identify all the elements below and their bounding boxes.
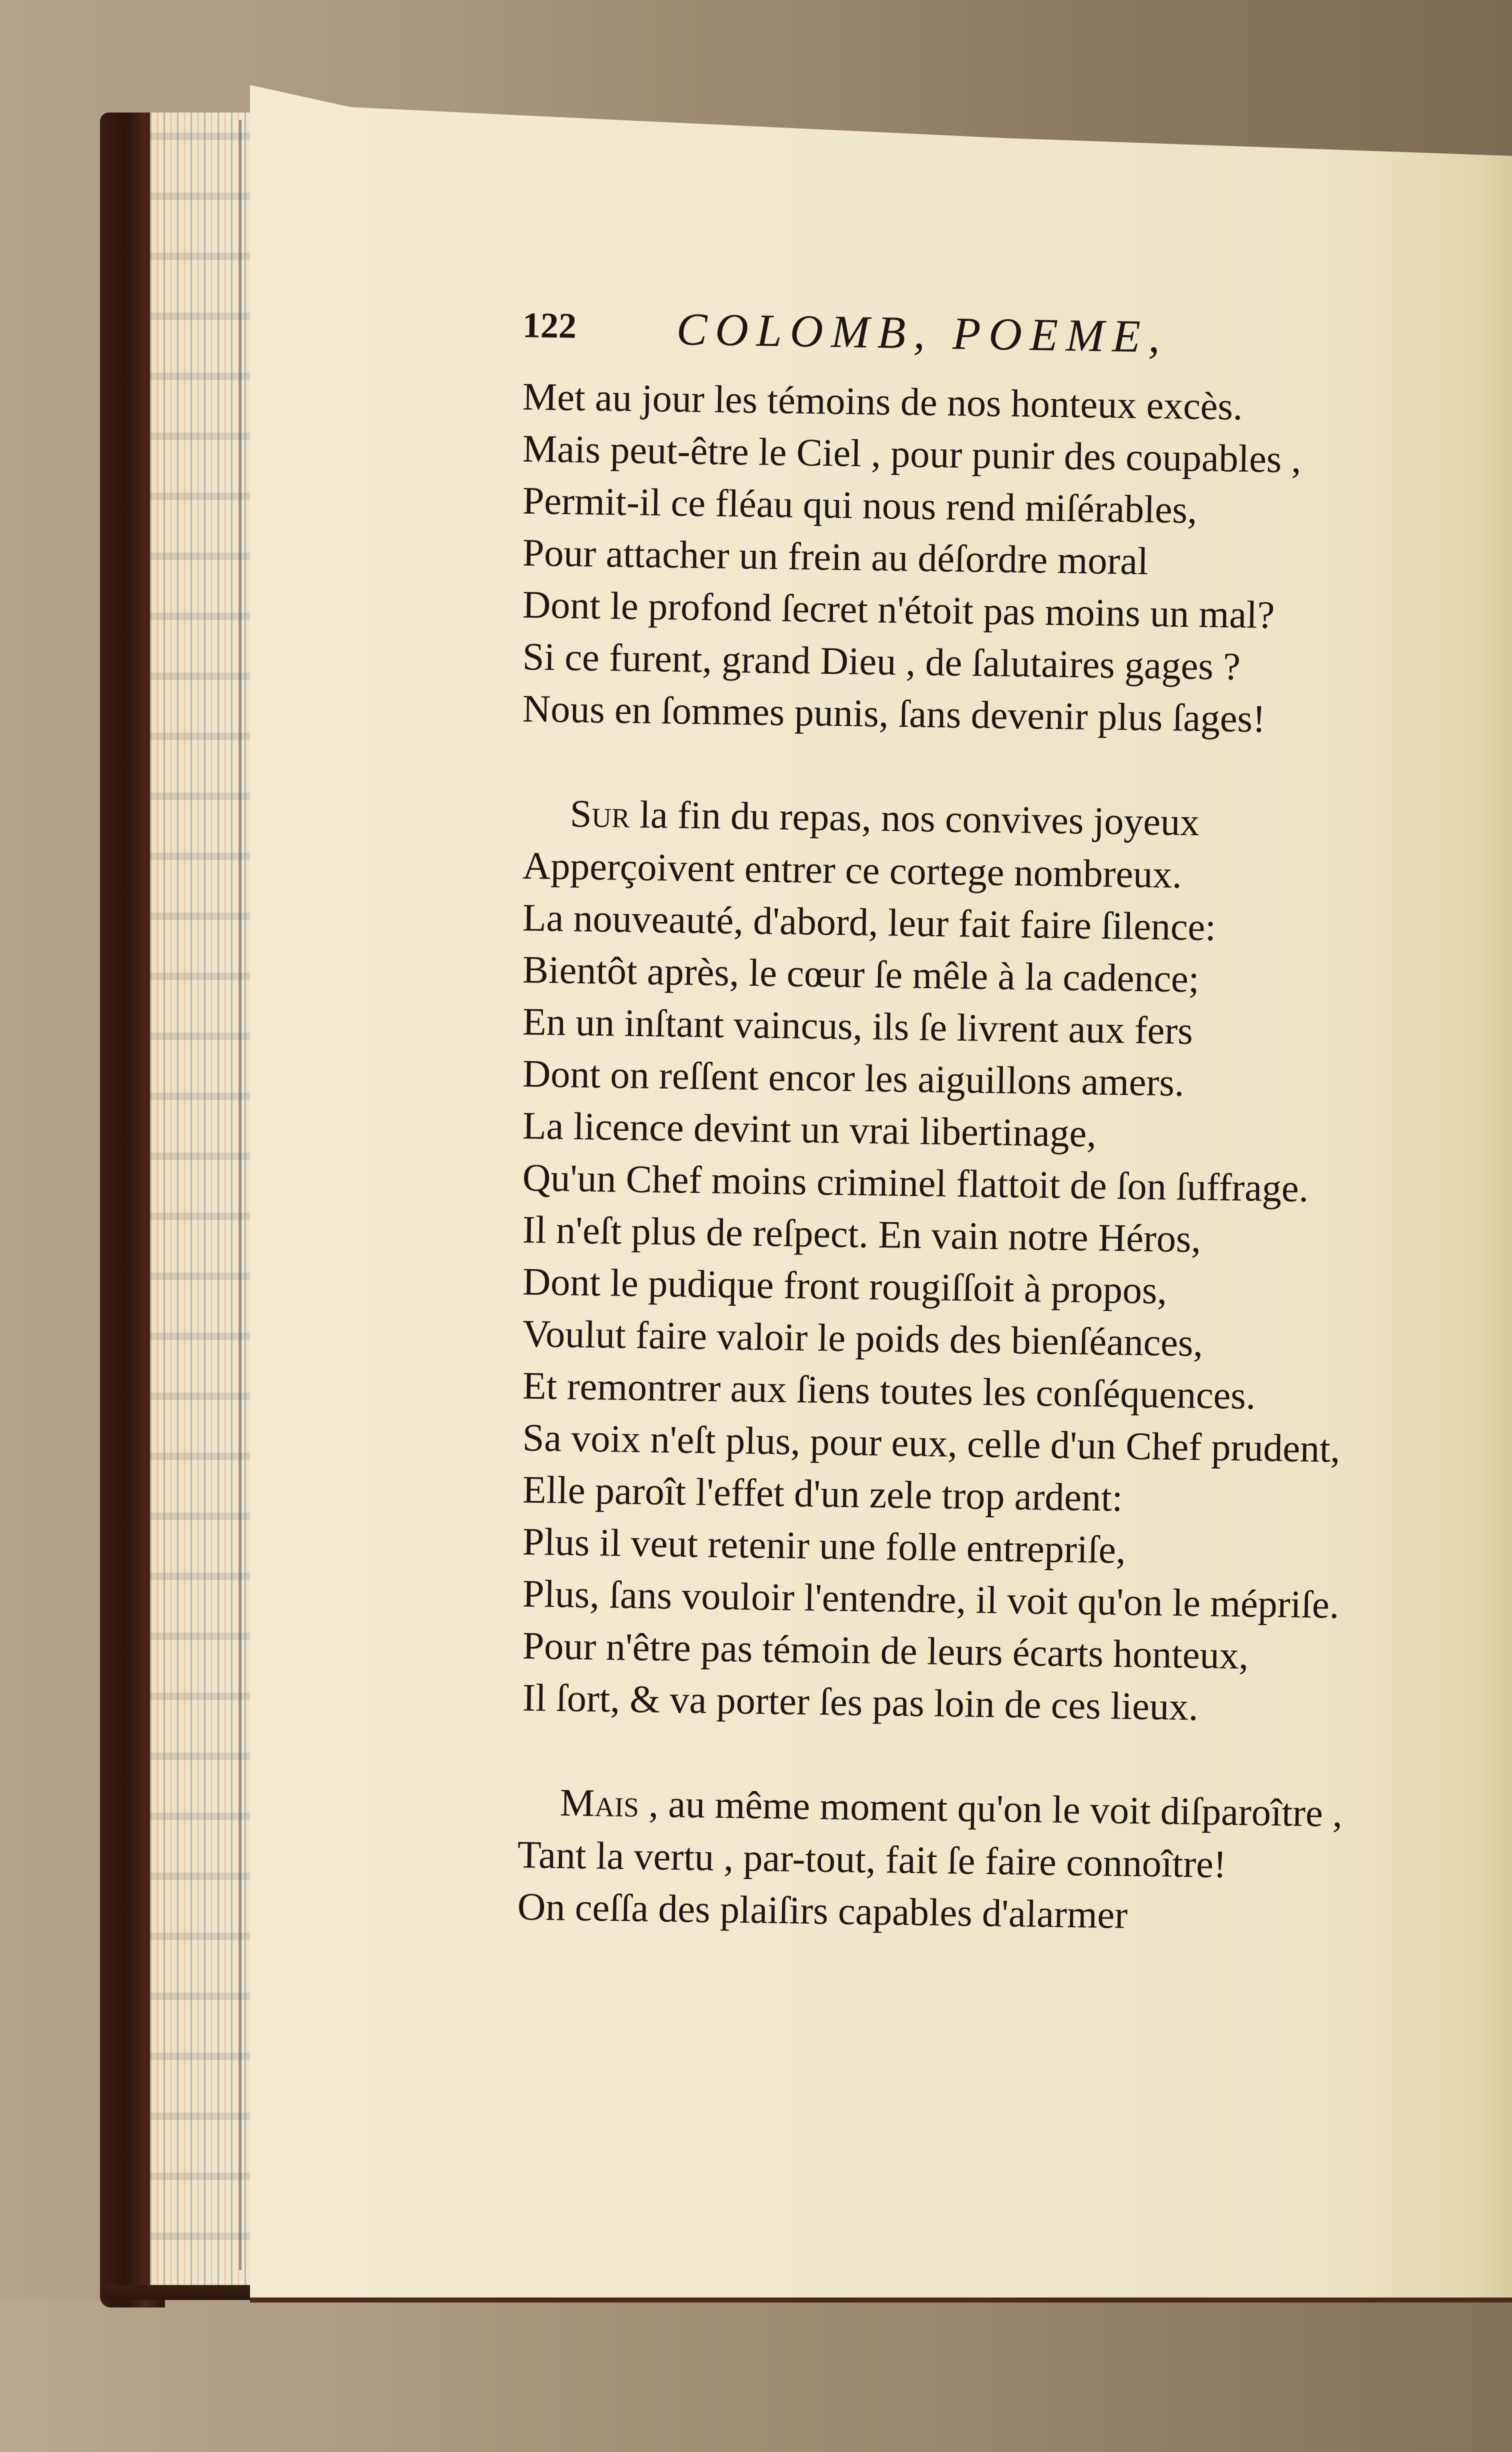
verse-line: Permit-il ce fléau qui nous rend miſérables, <box>522 478 1198 532</box>
verse-line: Plus il veut retenir une folle entrepriſe, <box>522 1520 1126 1572</box>
verse-line: Dont le pudique front rougiſſoit à propos, <box>522 1260 1168 1312</box>
page-number: 122 <box>522 305 577 346</box>
verse-line: La licence devint un vrai libertinage, <box>522 1104 1097 1156</box>
verse-line-first <box>570 791 1200 845</box>
running-header <box>522 300 1168 363</box>
verse-line: Pour attacher un frein au déſordre moral <box>522 530 1149 583</box>
verse-line: Dont le profond ſecret n'étoit pas moins un mal? <box>522 582 1275 636</box>
verse-line: Mais peut-être le Ciel , pour punir des coupables , <box>522 426 1302 481</box>
verse-line: Apperçoivent entrer ce cortege nombreux. <box>522 844 1182 896</box>
verse-line: Plus, ſans vouloir l'entendre, il voit qu'on le mépriſe. <box>522 1572 1340 1626</box>
verse-line: En un inſtant vaincus, ils ſe livrent aux fers <box>522 1000 1194 1052</box>
verse-line: On ceſſa des plaiſirs capables d'alarmer <box>517 1884 1128 1937</box>
verse-line: Qu'un Chef moins criminel flattoit de ſon ſuffrage. <box>522 1156 1309 1210</box>
verse-line: Bientôt après, le cœur ſe mêle à la cadence; <box>522 948 1200 1000</box>
verse-line: Pour n'être pas témoin de leurs écarts honteux, <box>522 1624 1249 1678</box>
verse-line: Il n'eſt plus de reſpect. En vain notre Héros, <box>522 1208 1202 1260</box>
verse-line: La nouveauté, d'abord, leur fait faire ſilence: <box>522 896 1216 949</box>
verse-line: Met au jour les témoins de nos honteux excès. <box>522 374 1244 428</box>
verse-line-rest: la fin du repas, nos convives joyeux <box>630 792 1200 844</box>
verse-line-rest: , au même moment qu'on le voit diſparoître , <box>638 1782 1343 1835</box>
verse-line: Il ſort, & va porter ſes pas loin de ces lieux. <box>522 1676 1199 1728</box>
verse-line: Sa voix n'eſt plus, pour eux, celle d'un Chef prudent, <box>522 1416 1340 1470</box>
stanza-lead-word: Mais <box>560 1780 640 1826</box>
verse-line-first <box>560 1780 1342 1836</box>
verse-line: Et remontrer aux ſiens toutes les conſéquences. <box>522 1364 1256 1418</box>
verse-line: Dont on reſſent encor les aiguillons amers. <box>522 1052 1184 1104</box>
verse-line: Voulut faire valoir le poids des bienſéances, <box>522 1312 1204 1364</box>
verse-line: Tant la vertu , par-tout, fait ſe faire connoître! <box>517 1832 1227 1886</box>
stanza-lead-word: Sur <box>570 792 630 836</box>
running-title: COLOMB, POEME, <box>676 303 1168 362</box>
verse-line: Elle paroît l'effet d'un zele trop ardent: <box>522 1468 1124 1520</box>
verse-line: Nous en ſommes punis, ſans devenir plus ſages! <box>522 686 1266 740</box>
verse-line: Si ce furent, grand Dieu , de ſalutaires gages ? <box>522 634 1241 688</box>
